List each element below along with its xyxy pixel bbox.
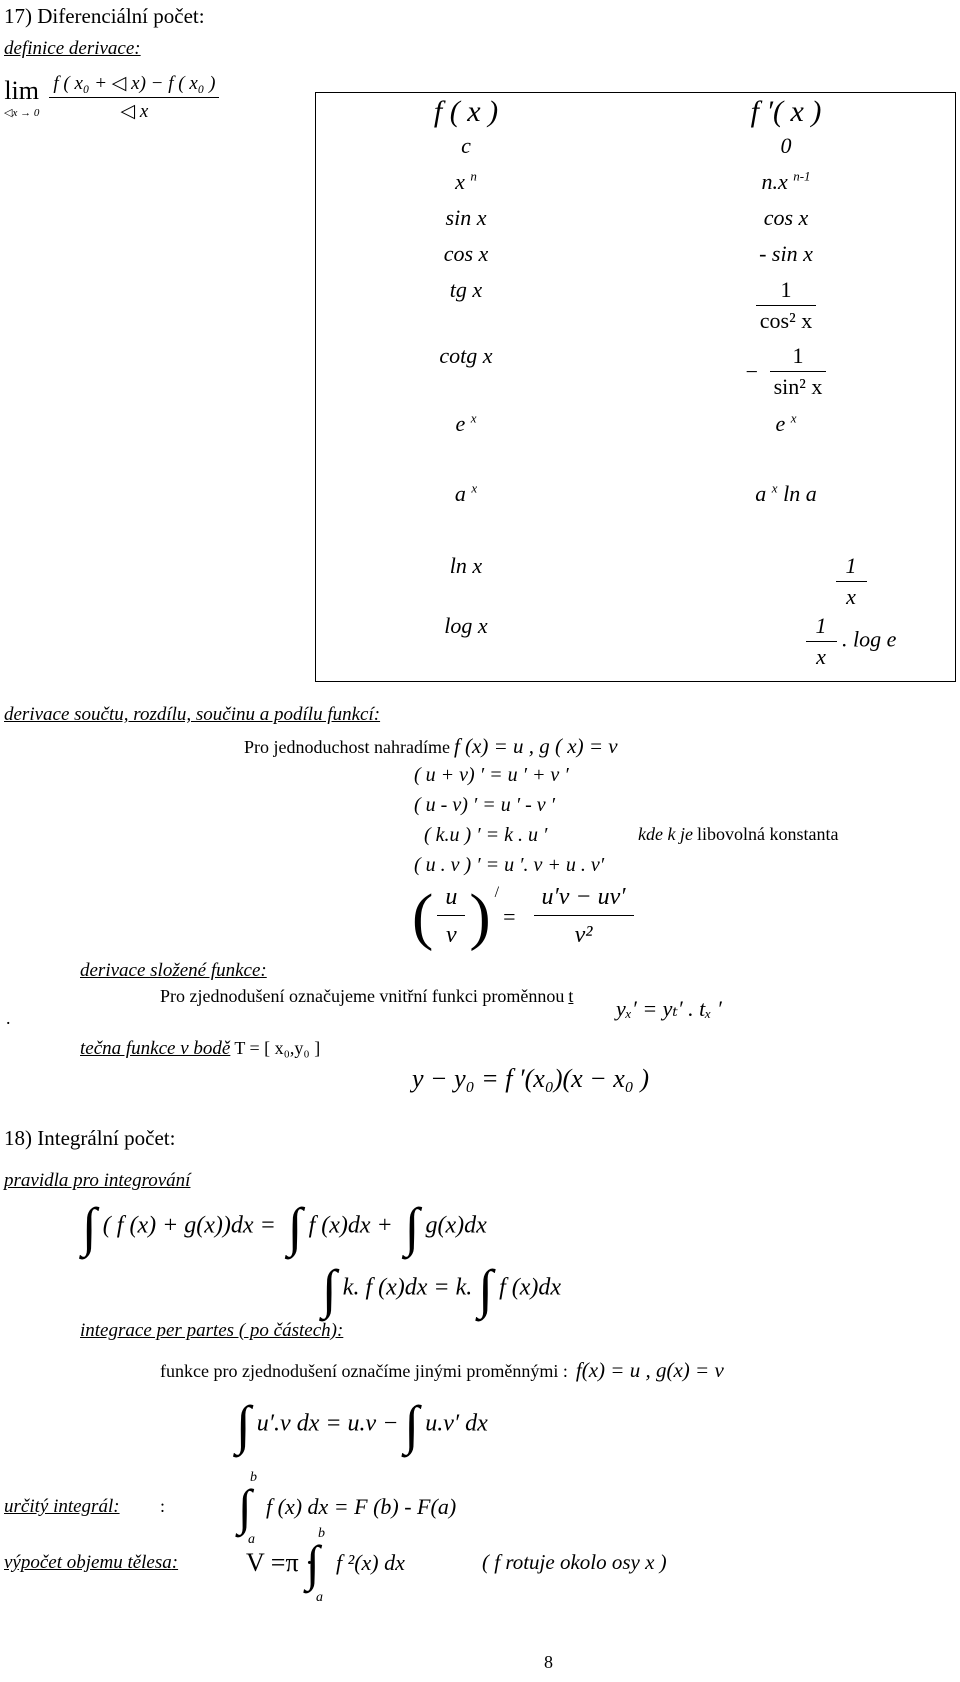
table-cell-f: sin x: [445, 205, 487, 230]
table-cell-f: cos x: [443, 241, 489, 266]
table-cell-d: - sin x: [759, 241, 813, 266]
table-cell-d: n.x $^{n-1}$: [761, 168, 811, 194]
table-cell-f: tg x: [449, 277, 483, 302]
tangent-line: tečna funkce v bodě T = [ x₀,y₀ ]: [80, 1038, 321, 1059]
volume-lower: a: [316, 1590, 323, 1605]
constant-note: kde k je libovolná konstanta: [638, 824, 839, 844]
table-cell-d: $\frac{1}{\text{cos² x}}$: [616, 277, 956, 334]
integral-constant-rule: ∫ k. f (x)dx = k. ∫ f (x)dx: [322, 1259, 562, 1319]
tangent-formula: y − y₀ = f ′(x₀)(x − x₀ ): [412, 1064, 649, 1093]
definite-integral-upper: b: [250, 1470, 257, 1485]
rule-constant: ( k.u ) ′ = k . u ′: [424, 824, 548, 846]
volume-upper: b: [318, 1526, 325, 1541]
table-cell-d: $\frac{1}{x}$ . log e: [746, 613, 956, 670]
composite-text: Pro zjednodušení označujeme vnitřní funkci proměnnou t: [160, 986, 574, 1006]
definite-integral-sign: ∫: [238, 1479, 252, 1535]
rule-sum: ( u + v) ′ = u ′ + v ′: [414, 764, 569, 786]
section-17-heading: 17) Diferenciální počet:: [4, 4, 205, 28]
integral-sum-rule: ∫ ( f (x) + g(x))dx = ∫ f (x)dx + ∫ g(x)dx: [82, 1197, 487, 1257]
chain-rule-formula: yₓ′ = yₜ′ . tₓ ′: [616, 996, 722, 1021]
rule-difference: ( u - v) ′ = u ′ - v ′: [414, 794, 556, 816]
per-partes-text: funkce pro zjednodušení označíme jinými proměnnými : f(x) = u , g(x) = v: [160, 1358, 724, 1382]
substitution-line: Pro jednoduchost nahradíme f (x) = u , g ( x) = v: [244, 734, 618, 758]
limit-definition: [4, 72, 219, 123]
section-18-heading: 18) Integrální počet:: [4, 1126, 176, 1150]
table-header-f: f ( x ): [433, 95, 499, 128]
table-cell-f: e $^x$: [455, 410, 477, 436]
table-cell-d: e $^x$: [775, 410, 797, 436]
page-number: 8: [544, 1652, 553, 1672]
rule-product: ( u . v ) ′ = u ′. v + u . v′: [414, 854, 605, 876]
derivative-table: [315, 92, 956, 682]
table-cell-d: 0: [780, 133, 792, 158]
table-cell-d: cos x: [763, 205, 809, 230]
table-cell-f: c: [461, 133, 471, 158]
per-partes-formula: ∫ u′.v dx = u.v − ∫ u.v′ dx: [236, 1395, 488, 1455]
definition-label: definice derivace:: [4, 38, 141, 59]
volume-label: výpočet objemu tělesa:: [4, 1552, 179, 1573]
tangent-dot: .: [6, 1008, 11, 1028]
lim-subscript: ◁x → 0: [4, 107, 40, 119]
definite-integral-formula: f (x) dx = F (b) - F(a): [266, 1494, 457, 1519]
rules-label: derivace součtu, rozdílu, součinu a podílu funkcí:: [4, 704, 381, 725]
limit-numerator: f ( x₀ + ◁ x) − f ( x₀ ): [53, 73, 216, 94]
table-cell-f: cotg x: [439, 343, 493, 368]
table-cell-f: a $^x$: [454, 480, 478, 506]
table-cell-f: ln x: [449, 553, 483, 578]
limit-denominator: ◁ x: [49, 97, 219, 123]
composite-label: derivace složené funkce:: [80, 960, 267, 981]
volume-v: V =π ·: [246, 1548, 314, 1577]
table-cell-d: $\frac{1}{x}$: [746, 553, 956, 610]
volume-note: ( f rotuje okolo osy x ): [482, 1550, 667, 1574]
lim-symbol: lim: [4, 76, 39, 105]
definite-integral-lower: a: [248, 1532, 255, 1547]
table-cell-f: log x: [444, 613, 488, 638]
rule-quotient: ( $\frac{u}{v}$ ) / = $\frac{u'v - uv'}{\text{v²}}$: [412, 884, 634, 949]
volume-formula: f ²(x) dx: [336, 1550, 405, 1575]
definite-integral-label: určitý integrál:: [4, 1496, 120, 1517]
definite-integral-colon: :: [160, 1496, 166, 1516]
volume-integral-sign: ∫: [306, 1535, 320, 1591]
table-cell-d: a $^x$ ln a: [755, 480, 817, 506]
integration-rules-label: pravidla pro integrování: [4, 1170, 191, 1191]
table-cell-f: x $^n$: [455, 168, 477, 194]
table-header-derivative: f ′( x ): [750, 95, 822, 128]
per-partes-label: integrace per partes ( po částech):: [80, 1320, 344, 1341]
table-cell-d: − $\frac{1}{\text{sin² x}}$: [616, 343, 956, 400]
